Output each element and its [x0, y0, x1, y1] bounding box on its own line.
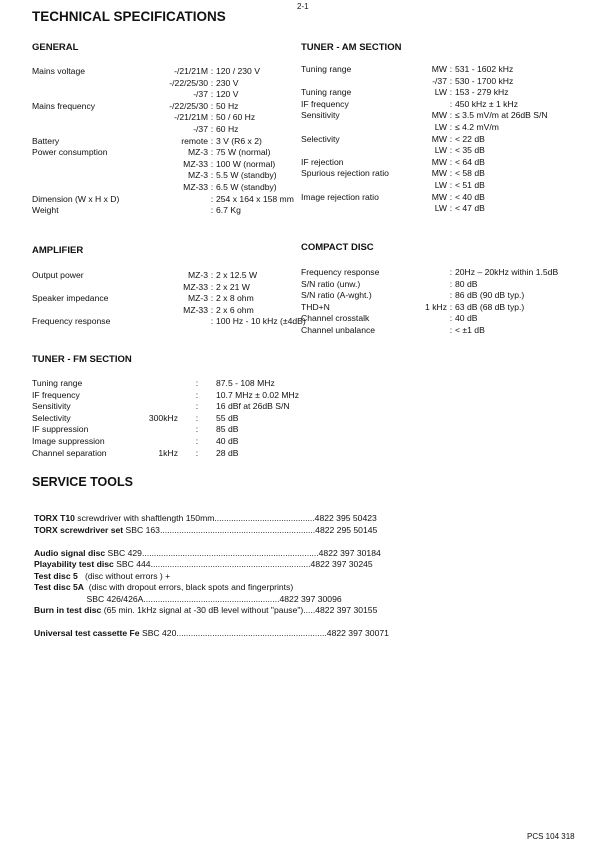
spec-row	[32, 378, 316, 390]
spec-condition	[112, 436, 178, 448]
spec-condition: -/22/25/30	[169, 100, 208, 111]
spec-condition	[112, 424, 178, 436]
tool-code: 4822 397 30184	[318, 547, 381, 558]
spec-separator: :	[210, 77, 214, 88]
am-spec-table	[301, 64, 575, 215]
spec-separator: :	[210, 170, 214, 181]
spec-value: 531 - 1602 kHz	[455, 64, 514, 74]
spec-separator: :	[210, 123, 214, 134]
spec-condition	[409, 267, 447, 279]
tool-line	[34, 605, 389, 617]
spec-value: < 58 dB	[455, 168, 485, 179]
spec-condition	[112, 194, 208, 206]
spec-value: 20Hz – 20kHz within 1.5dB	[455, 267, 559, 277]
spec-row	[301, 110, 575, 122]
spec-value: 85 dB	[216, 424, 239, 435]
tool-name: Test disc 5	[34, 570, 78, 581]
spec-separator: :	[449, 133, 453, 144]
spec-label: Selectivity	[32, 412, 71, 423]
spec-row	[32, 424, 316, 436]
spec-condition: LW	[434, 179, 447, 190]
tool-line	[34, 582, 389, 594]
tool-code: 4822 397 30096	[279, 593, 342, 604]
spec-value: 40 dB	[455, 313, 478, 324]
spec-label	[301, 180, 409, 192]
spec-label: Selectivity	[301, 133, 340, 144]
spec-separator: :	[210, 293, 214, 304]
spec-separator: :	[449, 267, 453, 277]
spec-label: Image rejection ratio	[301, 191, 379, 202]
spec-label: S/N ratio (unw.)	[301, 278, 361, 289]
spec-value: ≤ 4.2 mV/m	[455, 121, 499, 132]
spec-row	[32, 436, 316, 448]
tool-description: SBC 426/426A	[34, 593, 144, 604]
spec-label	[301, 145, 409, 157]
spec-label	[32, 282, 112, 294]
spec-separator: :	[449, 75, 453, 86]
spec-label: S/N ratio (A-wght.)	[301, 290, 372, 301]
spec-condition	[112, 316, 208, 328]
spec-row	[32, 112, 316, 124]
cd-heading: COMPACT DISC	[301, 242, 374, 253]
spec-condition: MZ-3	[187, 270, 208, 280]
spec-separator: :	[195, 412, 199, 423]
spec-label: IF frequency	[301, 98, 349, 109]
spec-value: 6.5 W (standby)	[216, 181, 277, 192]
tool-leader-dots: .........................................................	[143, 593, 280, 604]
tool-description: screwdriver with shaftlength 150mm	[74, 513, 215, 523]
spec-condition: -/21/21M	[174, 112, 208, 123]
spec-label: Mains frequency	[32, 100, 96, 111]
spec-separator: :	[210, 89, 214, 100]
general-spec-table	[32, 66, 316, 217]
spec-condition: -/22/25/30	[169, 77, 208, 88]
spec-label: Mains voltage	[32, 66, 86, 76]
spec-value: 10.7 MHz ± 0.02 MHz	[216, 389, 300, 400]
spec-value: < 35 dB	[455, 145, 485, 156]
spec-condition: LW	[434, 121, 447, 132]
spec-label: Sensitivity	[32, 401, 71, 412]
spec-row	[32, 101, 316, 113]
spec-separator: :	[195, 378, 199, 388]
spec-separator: :	[210, 66, 214, 76]
spec-label: Tuning range	[32, 378, 83, 388]
spec-label	[301, 203, 409, 215]
tool-leader-dots: ..........................................................................	[141, 547, 319, 558]
tool-line	[34, 548, 389, 560]
spec-label: Power consumption	[32, 147, 108, 158]
spec-row	[301, 313, 575, 325]
spec-row	[32, 413, 316, 425]
spec-condition: LW	[434, 87, 447, 98]
spec-row	[301, 157, 575, 169]
tool-name: Test disc 5A	[34, 582, 84, 592]
spec-separator: :	[210, 112, 214, 123]
spec-condition: remote	[181, 135, 208, 146]
tool-description: (disc with dropout errors, black spots and fingerprints)	[84, 582, 294, 592]
spec-row	[32, 305, 326, 317]
spec-condition	[112, 390, 178, 402]
spec-condition: -/37	[193, 89, 208, 100]
spec-value: 55 dB	[216, 412, 239, 423]
spec-label: Channel separation	[32, 447, 107, 458]
spec-label: Channel crosstalk	[301, 313, 370, 324]
spec-label: Frequency response	[301, 267, 380, 277]
spec-separator: :	[210, 316, 214, 327]
spec-condition: 1kHz	[158, 447, 178, 458]
spec-label: Dimension (W x H x D)	[32, 193, 120, 204]
spec-condition: MZ-3	[187, 170, 208, 181]
spec-value: < 64 dB	[455, 156, 485, 167]
spec-value: ≤ 3.5 mV/m at 26dB S/N	[455, 110, 548, 121]
spec-separator: :	[449, 110, 453, 121]
spec-condition: 300kHz	[148, 412, 178, 423]
spec-value: < 22 dB	[455, 133, 485, 144]
page-number: 2-1	[297, 2, 309, 11]
spec-condition: MW	[431, 191, 447, 202]
spec-label: THD+N	[301, 301, 330, 312]
cd-spec-table	[301, 267, 575, 337]
tool-line	[34, 513, 389, 525]
spec-value: 28 dB	[216, 447, 239, 458]
spec-label: Battery	[32, 135, 60, 146]
spec-separator: :	[449, 290, 453, 301]
spec-label: Output power	[32, 270, 84, 280]
spec-value: 450 kHz ± 1 kHz	[455, 98, 518, 109]
spec-separator: :	[449, 64, 453, 74]
spec-label	[301, 76, 409, 88]
spec-condition	[409, 279, 447, 291]
spec-value: 5.5 W (standby)	[216, 170, 277, 181]
spec-label: IF suppression	[32, 424, 89, 435]
spec-row	[32, 401, 316, 413]
spec-value: 6.7 Kg	[216, 205, 241, 216]
spec-separator: :	[210, 205, 214, 216]
spec-value: < 40 dB	[455, 191, 485, 202]
spec-condition: MW	[431, 64, 447, 74]
spec-value: 2 x 8 ohm	[216, 293, 254, 304]
spec-row	[32, 316, 326, 328]
spec-condition: -/37	[432, 75, 447, 86]
spec-condition: MW	[431, 133, 447, 144]
spec-row	[32, 205, 316, 217]
spec-value: 80 dB	[455, 278, 478, 289]
spec-condition: MZ-33	[183, 304, 208, 315]
spec-row	[301, 64, 575, 76]
spec-value: 120 V	[216, 89, 239, 100]
spec-condition	[112, 401, 178, 413]
tool-leader-dots: ..........................................	[214, 513, 315, 523]
spec-separator: :	[210, 270, 214, 280]
spec-condition	[409, 325, 447, 337]
spec-label	[32, 89, 112, 101]
spec-label: Speaker impedance	[32, 293, 109, 304]
spec-row	[32, 270, 326, 282]
spec-value: < 51 dB	[455, 179, 485, 190]
spec-label: IF rejection	[301, 156, 344, 167]
spec-label: Spurious rejection ratio	[301, 168, 389, 179]
tool-code: 4822 397 30245	[310, 559, 373, 569]
spec-value: 63 dB (68 dB typ.)	[455, 301, 525, 312]
spec-value: 530 - 1700 kHz	[455, 75, 514, 86]
tool-name: Playability test disc	[34, 559, 114, 569]
tool-description: (disc without errors ) +	[77, 570, 171, 581]
spec-label	[32, 305, 112, 317]
spec-row	[32, 89, 316, 101]
tool-description: SBC 444	[113, 559, 151, 569]
tool-code: 4822 395 50423	[314, 513, 377, 523]
tool-name: Audio signal disc	[34, 547, 106, 558]
spec-separator: :	[210, 281, 214, 292]
spec-condition: MZ-3	[187, 147, 208, 158]
spec-value: 2 x 12.5 W	[216, 270, 258, 280]
spec-condition	[409, 290, 447, 302]
spec-row	[32, 124, 316, 136]
spec-row	[32, 448, 316, 460]
spec-separator: :	[210, 158, 214, 169]
tool-description: (65 min. 1kHz signal at -30 dB level without "pause")	[101, 605, 304, 615]
tool-line	[34, 594, 389, 606]
spec-label: Image suppression	[32, 435, 105, 446]
tools-spacer	[34, 617, 389, 629]
spec-separator: :	[210, 100, 214, 111]
spec-condition: MZ-3	[187, 293, 208, 304]
spec-condition: MW	[431, 168, 447, 179]
spec-value: 100 Hz - 10 kHz (±4dB)	[216, 316, 306, 327]
tool-line	[34, 559, 389, 571]
tool-leader-dots: .................................................................	[159, 524, 316, 535]
spec-value: 2 x 6 ohm	[216, 304, 254, 315]
spec-condition	[112, 205, 208, 217]
spec-value: 86 dB (90 dB typ.)	[455, 290, 525, 301]
spec-label: Tuning range	[301, 64, 352, 74]
tool-leader-dots: ...............................................................	[176, 628, 327, 638]
tool-code: 4822 397 30155	[315, 605, 378, 615]
spec-row	[32, 147, 316, 159]
spec-row	[301, 180, 575, 192]
spec-condition: LW	[434, 203, 447, 214]
spec-separator: :	[449, 191, 453, 202]
spec-condition: MZ-33	[183, 281, 208, 292]
spec-label	[32, 182, 112, 194]
tool-line	[34, 628, 389, 640]
spec-condition: MZ-33	[183, 158, 208, 169]
spec-condition	[409, 313, 447, 325]
spec-separator: :	[449, 156, 453, 167]
spec-separator: :	[210, 181, 214, 192]
spec-row	[32, 282, 326, 294]
spec-separator: :	[449, 203, 453, 214]
spec-row	[32, 66, 316, 78]
spec-row	[301, 122, 575, 134]
spec-value: 75 W (normal)	[216, 147, 271, 158]
spec-row	[301, 279, 575, 291]
spec-label	[32, 112, 112, 124]
service-tools-heading: SERVICE TOOLS	[32, 475, 133, 489]
spec-condition: MZ-33	[183, 181, 208, 192]
spec-separator: :	[210, 147, 214, 158]
spec-value: 60 Hz	[216, 123, 239, 134]
spec-row	[301, 134, 575, 146]
spec-separator: :	[195, 447, 199, 458]
tool-leader-dots: .....	[303, 605, 316, 615]
spec-separator: :	[195, 435, 199, 446]
spec-separator: :	[449, 179, 453, 190]
spec-condition: 1 kHz	[425, 301, 447, 312]
spec-value: 50 Hz	[216, 100, 239, 111]
spec-separator: :	[449, 98, 453, 109]
spec-condition: -/37	[193, 123, 208, 134]
spec-row	[301, 168, 575, 180]
spec-condition: MW	[431, 110, 447, 121]
spec-row	[32, 182, 316, 194]
page-title: TECHNICAL SPECIFICATIONS	[32, 9, 226, 24]
spec-separator: :	[195, 401, 199, 412]
tool-name: TORX screwdriver set	[34, 524, 124, 535]
spec-separator: :	[449, 168, 453, 179]
spec-row	[32, 194, 316, 206]
spec-separator: :	[449, 313, 453, 324]
tool-code: 4822 295 50145	[315, 524, 378, 535]
spec-value: 153 - 279 kHz	[455, 87, 509, 98]
spec-label: Weight	[32, 205, 59, 216]
spec-value: 50 / 60 Hz	[216, 112, 256, 123]
spec-row	[32, 170, 316, 182]
spec-value: 16 dBf at 26dB S/N	[216, 401, 290, 412]
spec-row	[32, 78, 316, 90]
spec-separator: :	[449, 278, 453, 289]
spec-value: 230 V	[216, 77, 239, 88]
tool-name: Burn in test disc	[34, 605, 102, 615]
spec-row	[301, 290, 575, 302]
tool-description: SBC 429	[105, 547, 142, 558]
spec-label: Frequency response	[32, 316, 111, 327]
spec-condition: MW	[431, 156, 447, 167]
spec-row	[301, 76, 575, 88]
amplifier-heading: AMPLIFIER	[32, 245, 84, 256]
spec-separator: :	[210, 193, 214, 204]
fm-spec-table	[32, 378, 316, 459]
tool-name: Universal test cassette Fe	[34, 628, 140, 638]
tools-spacer	[34, 536, 389, 548]
am-heading: TUNER - AM SECTION	[301, 42, 402, 53]
document-code: PCS 104 318	[527, 832, 575, 841]
spec-row	[301, 302, 575, 314]
spec-value: 87.5 - 108 MHz	[216, 378, 275, 388]
spec-condition	[409, 99, 447, 111]
spec-label: IF frequency	[32, 389, 80, 400]
spec-separator: :	[195, 424, 199, 435]
spec-value: < ±1 dB	[455, 324, 485, 335]
tool-line	[34, 571, 389, 583]
spec-row	[301, 267, 575, 279]
spec-row	[301, 145, 575, 157]
spec-value: 40 dB	[216, 435, 239, 446]
spec-separator: :	[449, 121, 453, 132]
tool-description: SBC 163	[123, 524, 160, 535]
spec-row	[301, 99, 575, 111]
spec-separator: :	[195, 389, 199, 400]
tool-leader-dots: ...................................................................	[150, 559, 311, 569]
spec-value: 3 V (R6 x 2)	[216, 135, 262, 146]
spec-label	[301, 122, 409, 134]
amplifier-spec-table	[32, 270, 326, 328]
tool-code: 4822 397 30071	[326, 628, 389, 638]
spec-condition: -/21/21M	[174, 66, 208, 76]
spec-separator: :	[210, 135, 214, 146]
general-heading: GENERAL	[32, 42, 79, 53]
spec-condition: LW	[434, 145, 447, 156]
spec-condition	[112, 378, 178, 390]
spec-row	[32, 390, 316, 402]
spec-value: 2 x 21 W	[216, 281, 250, 292]
service-tools-list	[34, 513, 389, 640]
spec-label: Tuning range	[301, 87, 352, 98]
spec-row	[301, 325, 575, 337]
spec-label: Sensitivity	[301, 110, 340, 121]
spec-label	[32, 124, 112, 136]
spec-value: 100 W (normal)	[216, 158, 276, 169]
spec-separator: :	[449, 145, 453, 156]
spec-label: Channel unbalance	[301, 324, 376, 335]
tool-name: TORX T10	[34, 513, 75, 523]
spec-label	[32, 170, 112, 182]
spec-value: 254 x 164 x 158 mm	[216, 193, 294, 204]
spec-separator: :	[449, 87, 453, 98]
spec-value: 120 / 230 V	[216, 66, 260, 76]
spec-label	[32, 78, 112, 90]
spec-row	[301, 87, 575, 99]
spec-label	[32, 159, 112, 171]
spec-separator: :	[449, 324, 453, 335]
spec-row	[301, 192, 575, 204]
spec-row	[32, 293, 326, 305]
tool-line	[34, 525, 389, 537]
spec-row	[32, 159, 316, 171]
tool-description: SBC 420	[139, 628, 177, 638]
spec-separator: :	[449, 301, 453, 312]
spec-separator: :	[210, 304, 214, 315]
spec-value: < 47 dB	[455, 203, 485, 214]
spec-row	[32, 136, 316, 148]
spec-row	[301, 203, 575, 215]
fm-heading: TUNER - FM SECTION	[32, 354, 132, 365]
